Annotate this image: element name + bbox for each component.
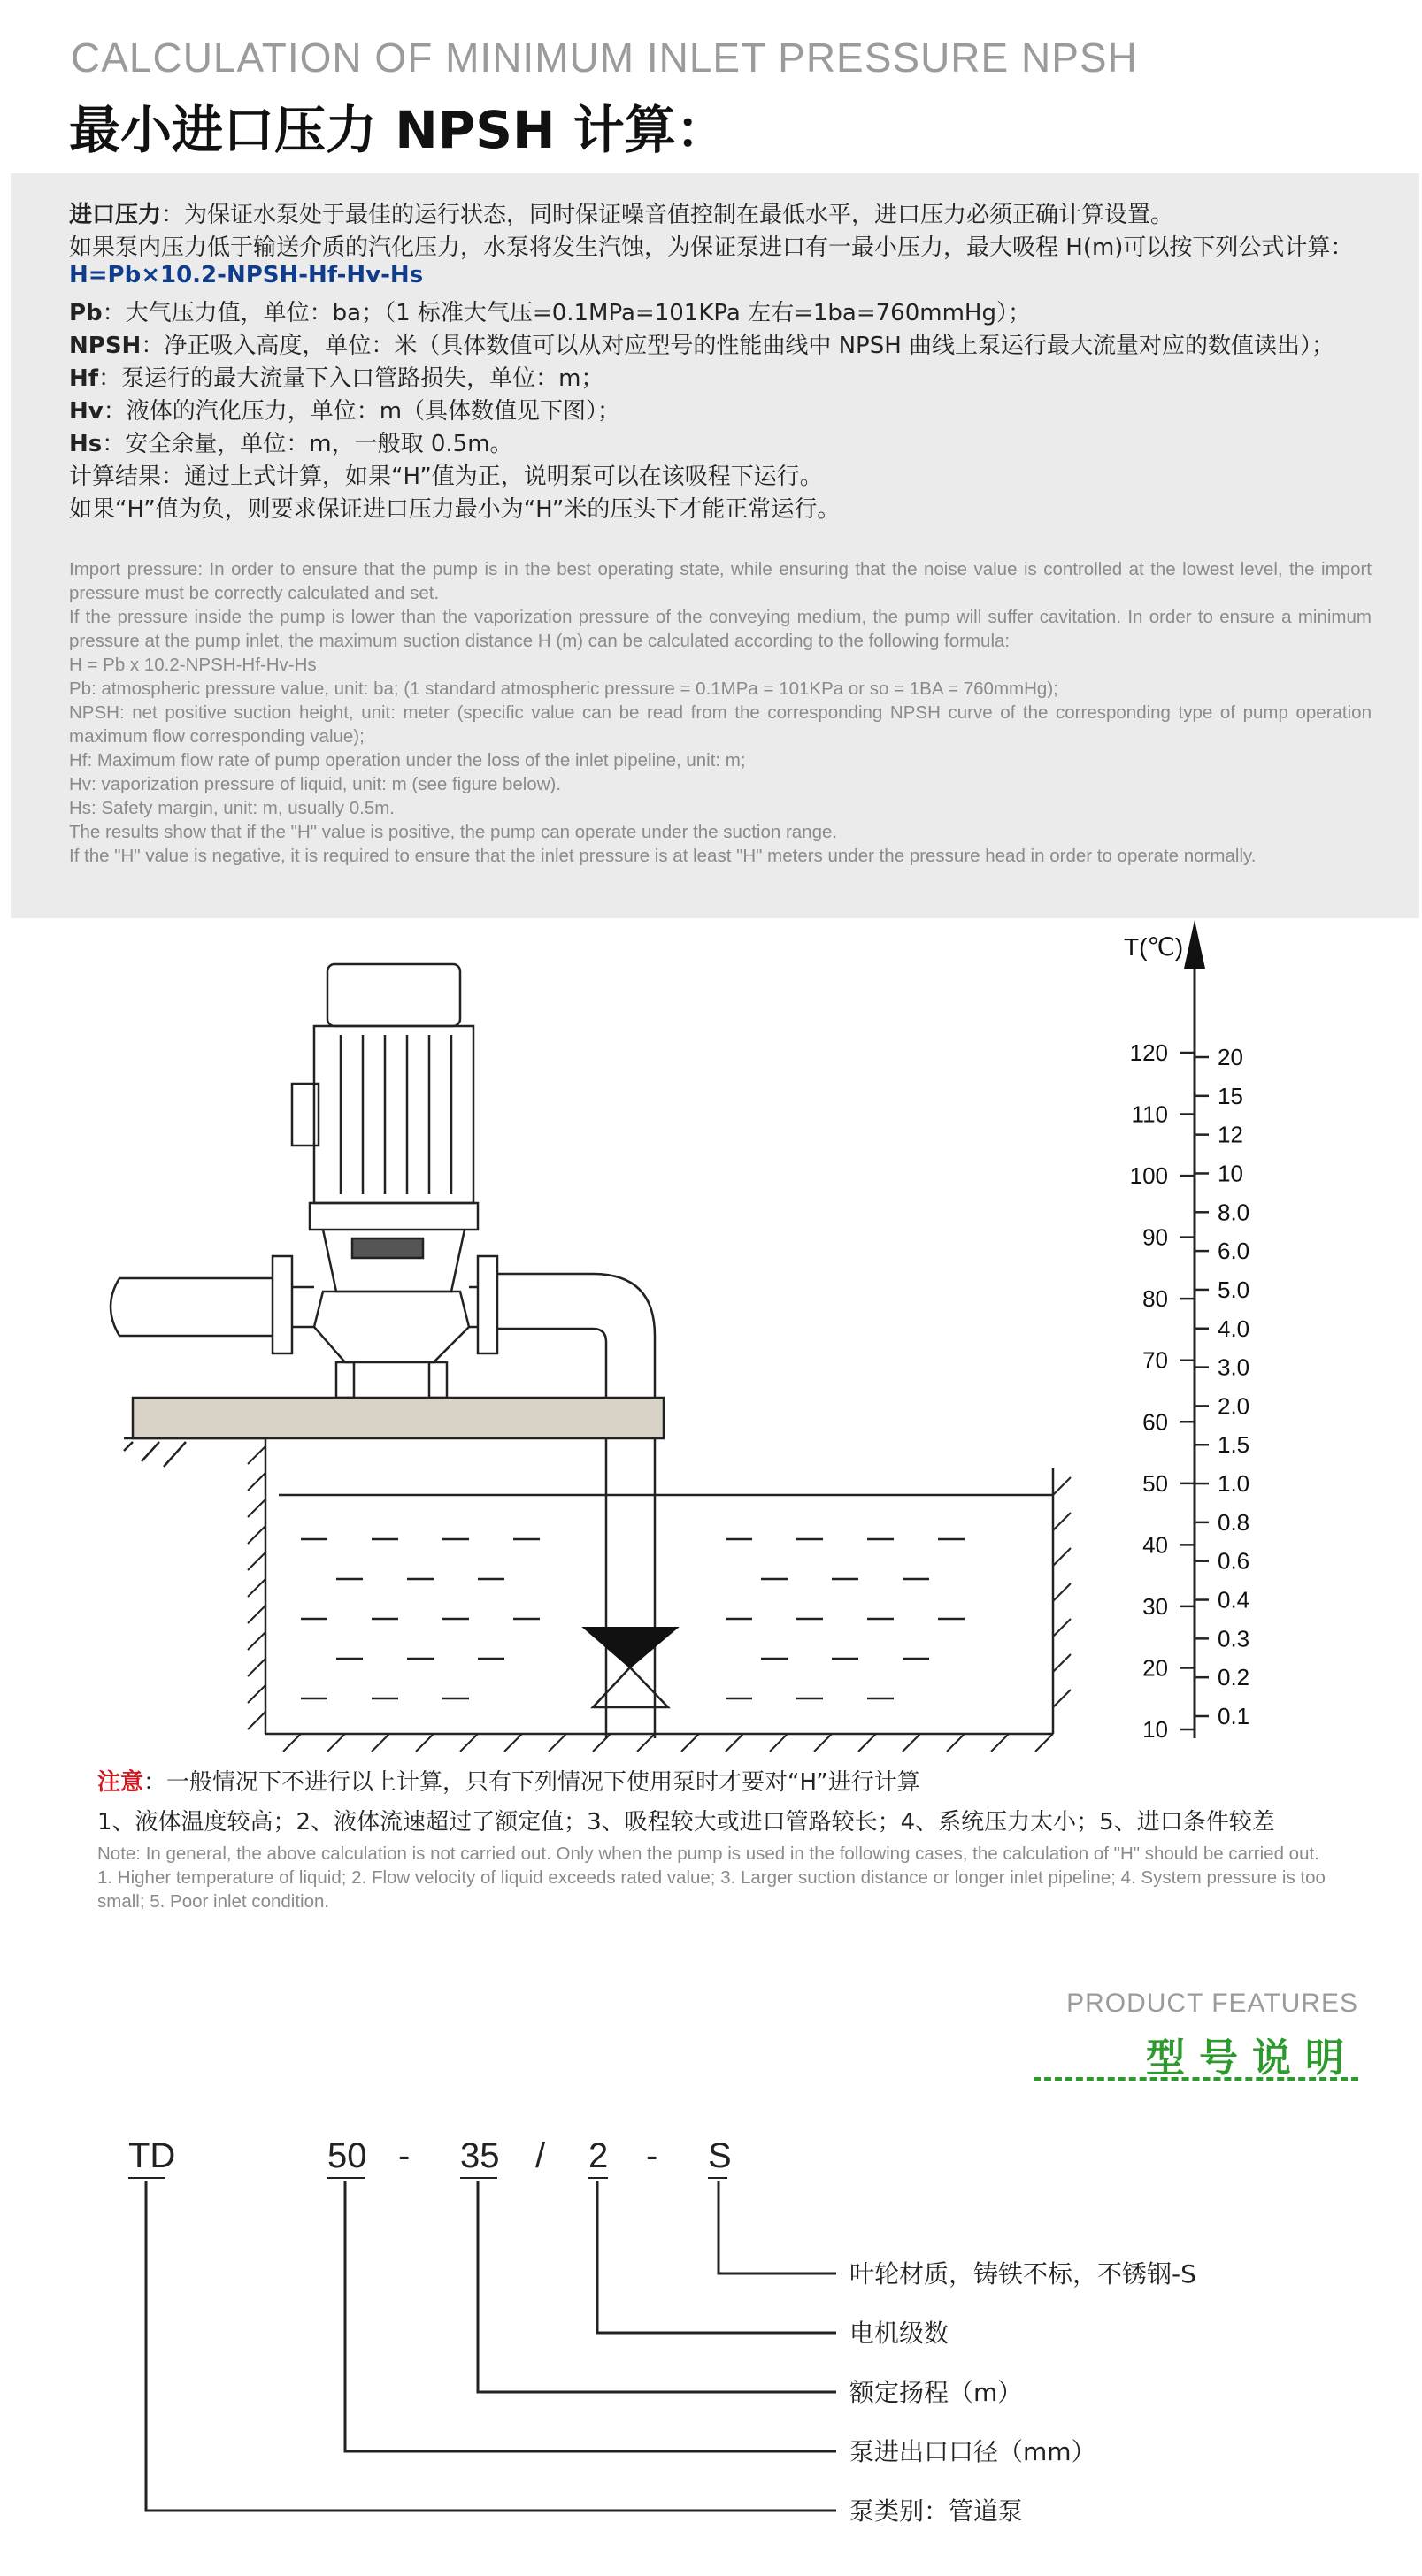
pb-text: ：大气压力值，单位：ba；（1 标准大气压=0.1MPa=101KPa 左右=1ba=760mmHg）； — [102, 300, 1031, 326]
temp-label: 40 — [1142, 1531, 1168, 1559]
english-description — [69, 557, 1372, 868]
model-description: 泵类别：管道泵 — [849, 2496, 1024, 2526]
result-positive: 计算结果：通过上式计算，如果“H”值为正，说明泵可以在该吸程下运行。 — [69, 464, 823, 490]
intro-text: ：为保证水泵处于最佳的运行状态，同时保证噪音值控制在最低水平，进口压力必须正确计算设置。 — [161, 202, 1174, 228]
temp-label: 120 — [1129, 1039, 1168, 1066]
vaporization-scale — [1124, 920, 1249, 1743]
note-cn — [97, 1764, 1354, 1797]
pb-line — [69, 295, 1031, 327]
en-paragraph: If the pressure inside the pump is lower than the vaporization pressure of the conveying medium, the pump will suffer cavitation. In order to ensure a minimum pressure at the pump inlet, the maximum suction distance H (m) can be calculated according to the following formula: — [69, 607, 1372, 651]
leader-line — [478, 2181, 836, 2392]
warning-text: ：一般情况下不进行以上计算，只有下列情况下使用泵时才要对“H”进行计算 — [143, 1769, 920, 1796]
head-label: 1.5 — [1218, 1431, 1250, 1459]
pb-label: Pb — [69, 300, 103, 326]
section-title-en: CALCULATION OF MINIMUM INLET PRESSURE NPSH — [71, 34, 1138, 80]
en-paragraph: The results show that if the "H" value is positive, the pump can operate under the suction range. — [69, 822, 838, 842]
head-label: 0.8 — [1218, 1508, 1250, 1536]
temp-label: 30 — [1142, 1592, 1168, 1620]
pump-drawing — [111, 964, 655, 1738]
head-label: 20 — [1218, 1044, 1243, 1070]
model-code-part: TD — [128, 2136, 176, 2175]
hs-line — [69, 426, 513, 458]
motor-flange — [310, 1203, 478, 1230]
warning-label: 注意 — [97, 1769, 144, 1796]
hv-label: Hv — [69, 398, 104, 425]
cases-cn: 1、液体温度较高；2、液体流速超过了额定值；3、吸程较大或进口管路较长；4、系统压力太小；5、进口条件较差 — [97, 1809, 1275, 1836]
npsh-label: NPSH — [69, 333, 142, 359]
hatching — [248, 1446, 1071, 1752]
result-negative: 如果“H”值为负，则要求保证进口压力最小为“H”米的压头下才能正常运行。 — [69, 496, 841, 523]
temp-label: 50 — [1142, 1469, 1168, 1497]
scale-axis-label: T(℃) — [1124, 933, 1184, 961]
intro-label: 进口压力 — [69, 202, 162, 228]
hv-line — [69, 393, 620, 426]
model-code-part: / — [535, 2136, 546, 2175]
head-label: 2.0 — [1218, 1392, 1250, 1420]
ground-and-tank — [124, 1438, 1053, 1734]
temp-label: 80 — [1142, 1285, 1168, 1313]
leader-line — [719, 2181, 836, 2273]
temp-label: 110 — [1131, 1100, 1168, 1128]
en-paragraph: Import pressure: In order to ensure that the pump is in the best operating state, while ensuring that the noise value is controlled at the lowest level, the import pressure must be correctly calculated and set. — [69, 559, 1372, 603]
note-en: Note: In general, the above calculation is not carried out. Only when the pump is used in the following cases, the calculation of "H" should be carried out. — [97, 1844, 1319, 1864]
leader-line — [146, 2181, 836, 2511]
head-label: 1.0 — [1218, 1470, 1250, 1498]
model-code-part: 50 — [327, 2136, 367, 2175]
hf-label: Hf — [69, 365, 99, 392]
en-paragraph: H = Pb x 10.2-NPSH-Hf-Hv-Hs — [69, 655, 317, 675]
npsh-text: ：净正吸入高度，单位：米（具体数值可以从对应型号的性能曲线中 NPSH 曲线上泵运行最大流量对应的数值读出）； — [141, 333, 1335, 359]
head-label: 0.2 — [1218, 1664, 1250, 1691]
temp-label: 10 — [1142, 1716, 1168, 1743]
model-code-part: S — [708, 2136, 732, 2175]
product-features-title-cn: 型号说明 — [1146, 2036, 1358, 2081]
intro-line — [69, 196, 1173, 229]
head-label: 15 — [1218, 1082, 1243, 1109]
hf-text: ：泵运行的最大流量下入口管路损失，单位：m； — [98, 365, 604, 392]
model-description: 泵进出口口径（mm） — [849, 2437, 1096, 2466]
model-code-part: - — [398, 2136, 411, 2175]
en-paragraph: Hs: Safety margin, unit: m, usually 0.5m. — [69, 798, 395, 818]
head-label: 6.0 — [1218, 1238, 1250, 1265]
model-code-part: - — [646, 2136, 658, 2175]
hs-text: ：安全余量，单位：m，一般取 0.5m。 — [102, 431, 513, 457]
head-label: 0.4 — [1218, 1586, 1250, 1614]
head-label: 8.0 — [1218, 1199, 1250, 1226]
leader-line — [345, 2181, 836, 2451]
foot-valve — [584, 1628, 677, 1707]
head-label: 3.0 — [1218, 1353, 1250, 1381]
hs-label: Hs — [69, 431, 103, 457]
notes-section — [97, 1764, 1354, 1913]
model-description: 叶轮材质，铸铁不标，不锈钢-S — [849, 2259, 1196, 2288]
head-label: 10 — [1218, 1160, 1243, 1187]
cases-en: 1. Higher temperature of liquid; 2. Flow velocity of liquid exceeds rated value; 3. Larger suction distance or longer inlet pipeline; 4. System pressure is too small; 5. Poor inlet condition. — [97, 1867, 1326, 1912]
npsh-line — [69, 327, 1334, 360]
concrete-base — [133, 1398, 664, 1438]
model-code-part: 2 — [588, 2136, 609, 2175]
model-code-diagram — [128, 2132, 1327, 2548]
en-paragraph: NPSH: net positive suction height, unit: meter (specific value can be read from the corresponding NPSH curve of the corresponding type of pump operation maximum flow corresponding value); — [69, 702, 1372, 747]
formula: H=Pb×10.2-NPSH-Hf-Hv-Hs — [69, 262, 424, 288]
head-label: 0.6 — [1218, 1547, 1250, 1575]
head-label: 12 — [1218, 1121, 1243, 1148]
hf-line — [69, 360, 603, 393]
model-code-part: 35 — [460, 2136, 500, 2175]
motor-fan-cover — [327, 964, 460, 1026]
temp-label: 100 — [1129, 1162, 1168, 1190]
pump-installation-diagram — [124, 920, 1301, 1752]
hv-text: ：液体的汽化压力，单位：m（具体数值见下图）； — [103, 398, 621, 425]
section-title-cn: 最小进口压力 NPSH 计算： — [69, 100, 727, 160]
en-paragraph: If the "H" value is negative, it is required to ensure that the inlet pressure is at least "H" meters under the pressure head in order to operate normally. — [69, 846, 1257, 866]
temp-label: 20 — [1142, 1654, 1168, 1682]
head-label: 0.1 — [1218, 1703, 1250, 1729]
head-label: 5.0 — [1218, 1276, 1250, 1303]
dashed-divider — [1034, 2077, 1358, 2081]
en-paragraph: Hv: vaporization pressure of liquid, unit: m (see figure below). — [69, 774, 562, 794]
leader-line — [597, 2181, 836, 2333]
en-paragraph: Pb: atmospheric pressure value, unit: ba; (1 standard atmospheric pressure = 0.1MPa = 101KPa or so = 1BA = 760mmHg); — [69, 678, 1058, 699]
temp-label: 90 — [1142, 1223, 1168, 1251]
en-paragraph: Hf: Maximum flow rate of pump operation under the loss of the inlet pipeline, unit: m; — [69, 750, 746, 770]
head-label: 0.3 — [1218, 1625, 1250, 1652]
nameplate — [352, 1238, 423, 1258]
model-description: 电机级数 — [849, 2319, 949, 2348]
head-label: 4.0 — [1218, 1315, 1250, 1342]
cavitation-line: 如果泵内压力低于输送介质的汽化压力，水泵将发生汽蚀，为保证泵进口有一最小压力，最大吸程 H(m)可以按下列公式计算： — [69, 234, 1354, 261]
model-description: 额定扬程（m） — [849, 2378, 1023, 2407]
motor-body — [314, 1026, 473, 1203]
temp-label: 70 — [1142, 1346, 1168, 1374]
liquid — [301, 1539, 965, 1698]
product-features-title-en: PRODUCT FEATURES — [1066, 1989, 1358, 2018]
temp-label: 60 — [1142, 1408, 1168, 1436]
